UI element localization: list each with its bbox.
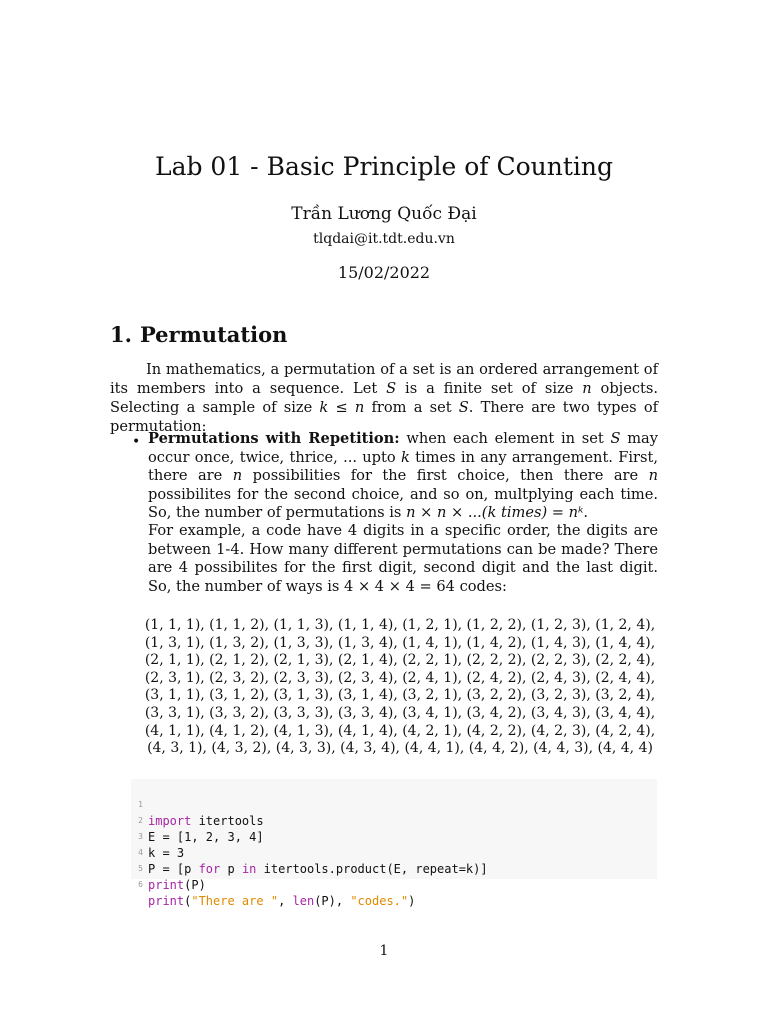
section-title: Permutation	[139, 322, 288, 347]
code-token: P = [p	[148, 862, 199, 876]
bullet-item	[148, 430, 658, 523]
line-number: 5	[138, 864, 143, 873]
tuple-line: (4, 1, 1), (4, 1, 2), (4, 1, 3), (4, 1, 4), (4, 2, 1), (4, 2, 2), (4, 2, 3), (4, 2, 4),	[144, 722, 656, 739]
math-var: n	[354, 399, 365, 416]
line-number: 6	[138, 880, 143, 889]
math-op: ≤	[328, 399, 355, 416]
tuple-line: (3, 3, 1), (3, 3, 2), (3, 3, 3), (3, 3, 4), (3, 4, 1), (3, 4, 2), (3, 4, 3), (3, 4, 4),	[144, 704, 656, 721]
section-number: 1.	[110, 322, 132, 347]
code-token: (	[184, 894, 192, 908]
section-heading	[110, 322, 287, 347]
example-paragraph: For example, a code have 4 digits in a specific order, the digits are between 1-4. How many different permutations can be made? There are 4 possibilites for the first digit, second digit and the last digit. So, the number of ways is 4 × 4 × 4 = 64 codes:	[148, 522, 658, 595]
tuple-list	[140, 617, 660, 758]
page-number: 1	[379, 943, 389, 959]
tuple-line: (1, 3, 1), (1, 3, 2), (1, 3, 3), (1, 3, 4), (1, 4, 1), (1, 4, 2), (1, 4, 3), (1, 4, 4),	[144, 634, 656, 651]
math-var: S	[610, 430, 621, 447]
intro-text: objects. Selecting a sample of size	[110, 380, 658, 416]
document-date: 15/02/2022	[337, 263, 431, 282]
math-var: S	[386, 380, 397, 397]
code-keyword: print	[148, 878, 185, 892]
code-string: "There are "	[191, 894, 279, 908]
math-var: n	[648, 467, 658, 484]
code-keyword: for	[198, 862, 221, 876]
tuple-line: (2, 1, 1), (2, 1, 2), (2, 1, 3), (2, 1, 4), (2, 2, 1), (2, 2, 2), (2, 2, 3), (2, 2, 4),	[144, 652, 656, 669]
code-keyword: print	[148, 894, 185, 908]
author-email: tlqdai@it.tdt.edu.vn	[313, 231, 455, 247]
code-line	[131, 781, 264, 828]
code-keyword: import	[148, 814, 192, 828]
line-number: 1	[138, 800, 143, 809]
code-token: (P),	[314, 894, 351, 908]
math-var: k	[400, 448, 410, 466]
intro-text: from a set	[364, 399, 459, 416]
author-name: Trần Lương Quốc Đại	[291, 204, 477, 224]
code-text: k = 3	[148, 846, 185, 860]
tuple-line: (4, 3, 1), (4, 3, 2), (4, 3, 3), (4, 3, 4), (4, 4, 1), (4, 4, 2), (4, 4, 3), (4, 4, 4)	[147, 740, 653, 757]
intro-text: . There are two types of permutation:	[110, 399, 659, 435]
formula: n × n × ...(k times) = nᵏ	[406, 504, 584, 521]
document-title: Lab 01 - Basic Principle of Counting	[154, 152, 614, 181]
math-var: n	[232, 467, 243, 484]
math-var: n	[582, 380, 592, 397]
code-string: "codes."	[350, 894, 409, 908]
code-token: ,	[278, 894, 293, 908]
bullet-text: possibilities for the first choice, then there are	[242, 467, 649, 484]
line-number: 4	[138, 848, 143, 857]
code-text	[148, 893, 415, 909]
bullet-dot-icon: •	[132, 434, 141, 450]
code-block	[131, 779, 657, 908]
code-token: )	[408, 894, 416, 908]
code-token: (P)	[184, 878, 206, 892]
tuple-line: (3, 1, 1), (3, 1, 2), (3, 1, 3), (3, 1, 4), (3, 2, 1), (3, 2, 2), (3, 2, 3), (3, 2, 4),	[144, 687, 656, 704]
bullet-label: Permutations with Repetition:	[148, 430, 400, 447]
tuple-line: (1, 1, 1), (1, 1, 2), (1, 1, 3), (1, 1, 4), (1, 2, 1), (1, 2, 2), (1, 2, 3), (1, 2, 4),	[144, 617, 656, 633]
intro-text: is a finite set of size	[396, 380, 583, 397]
bullet-text: times in any arrangement. First, there are	[148, 448, 658, 484]
bullet-text: possibilites for the second choice, and so on, multplying each time. So, the number of permutations is	[148, 485, 658, 521]
bullet-text: .	[583, 504, 589, 521]
intro-text: In mathematics, a permutation of a set is an ordered arrangement of its members into a sequence. Let	[110, 361, 658, 397]
line-number: 2	[138, 816, 143, 825]
tuple-line: (2, 3, 1), (2, 3, 2), (2, 3, 3), (2, 3, 4), (2, 4, 1), (2, 4, 2), (2, 4, 3), (2, 4, 4),	[144, 669, 656, 686]
code-token: p	[220, 862, 242, 876]
math-var: S	[458, 399, 469, 416]
code-token: itertools	[191, 814, 264, 828]
code-token: itertools.product(E, repeat=k)]	[256, 862, 488, 876]
intro-paragraph	[110, 360, 658, 436]
code-keyword: in	[241, 862, 257, 876]
bullet-text: when each element in set	[399, 430, 611, 447]
code-text: E = [1, 2, 3, 4]	[148, 830, 264, 844]
code-text	[148, 861, 488, 877]
bullet-text: may occur once, twice, thrice, ... upto	[148, 430, 658, 466]
code-line	[131, 813, 185, 860]
line-number: 3	[138, 832, 143, 841]
code-keyword: len	[292, 894, 315, 908]
math-var: k	[319, 399, 329, 416]
